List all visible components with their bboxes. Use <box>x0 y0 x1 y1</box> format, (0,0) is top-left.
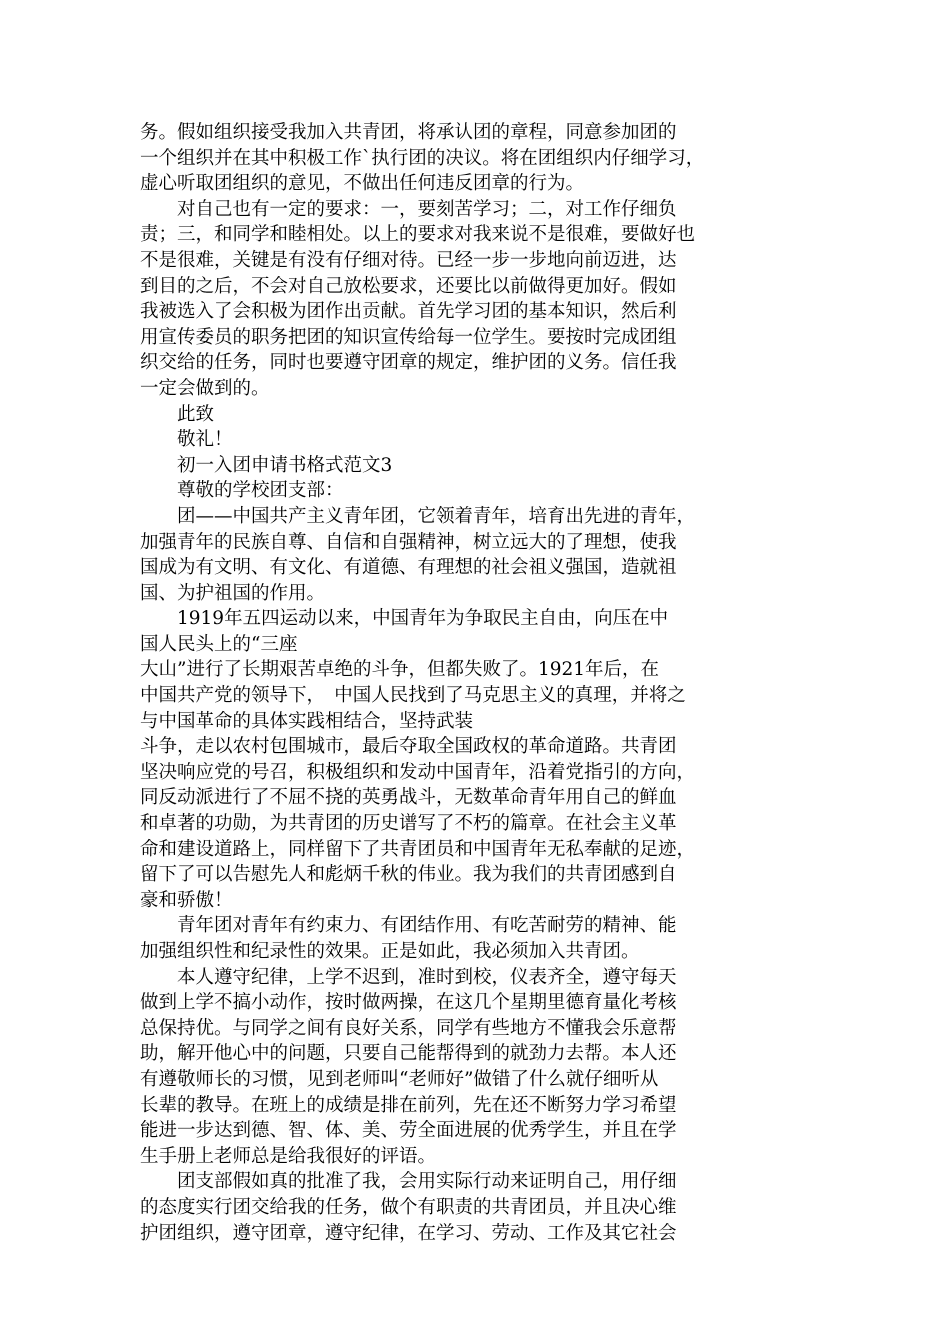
text-line: 对自己也有一定的要求：一，要刻苦学习；二，对工作仔细负 <box>140 198 677 220</box>
body-text <box>140 120 820 1246</box>
text-line: 用宣传委员的职务把团的知识宣传给每一位学生。要按时完成团组 <box>140 326 677 348</box>
text-line: 团——中国共产主义青年团，它领着青年，培育出先进的青年， <box>140 505 696 527</box>
text-line: 同反动派进行了不屈不挠的英勇战斗，无数革命青年用自己的鲜血 <box>140 787 677 809</box>
text-line: 青年团对青年有约束力、有团结作用、有吃苦耐劳的精神、能 <box>140 915 677 937</box>
text-line: 本人遵守纪律，上学不迟到，准时到校，仪表齐全，遵守每天 <box>140 966 677 988</box>
text-line: 加强组织性和纪录性的效果。正是如此，我必须加入共青团。 <box>140 941 640 962</box>
text-line: 命和建设道路上，同样留下了共青团员和中国青年无私奉献的足迹， <box>140 838 696 860</box>
text-line: 有遵敬师长的习惯，见到老师叫“老师好”做错了什么就仔细听从 <box>140 1068 659 1090</box>
text-line: 不是很难，关键是有没有仔细对待。已经一步一步地向前迈进，达 <box>140 249 677 271</box>
text-line: 一定会做到的。 <box>140 377 270 399</box>
text-line: 到目的之后，不会对自己放松要求，还要比以前做得更加好。假如 <box>140 275 677 297</box>
text-line: 大山”进行了长期艰苦卓绝的斗争，但都失败了。1921年后，在 <box>140 659 660 681</box>
text-line: 的态度实行团交给我的任务，做个有职责的共青团员，并且决心维 <box>140 1196 677 1218</box>
text-line: 中国共产党的领导下， 中国人民找到了马克思主义的真理，并将之 <box>140 685 686 707</box>
text-line: 团支部假如真的批准了我，会用实际行动来证明自己，用仔细 <box>140 1171 677 1193</box>
text-line: 责；三，和同学和睦相处。以上的要求对我来说不是很难，要做好也 <box>140 224 696 246</box>
text-line: 与中国革命的具体实践相结合，坚持武装 <box>140 710 474 732</box>
text-line: 此致 <box>140 403 215 425</box>
text-line: 我被选入了会积极为团作出贡献。首先学习团的基本知识，然后利 <box>140 301 677 323</box>
text-line: 和卓著的功勋，为共青团的历史谱写了不朽的篇章。在社会主义革 <box>140 813 677 835</box>
text-line: 国人民头上的“三座 <box>140 633 298 655</box>
text-line: 助，解开他心中的问题，只要自己能帮得到的就劲力去帮。本人还 <box>140 1043 677 1065</box>
text-line: 国、为护祖国的作用。 <box>140 582 326 604</box>
text-line: 1919年五四运动以来，中国青年为争取民主自由，向压在中 <box>140 608 669 630</box>
text-line: 斗争，走以农村包围城市，最后夺取全国政权的革命道路。共青团 <box>140 736 677 758</box>
text-line: 国成为有文明、有文化、有道德、有理想的社会祖义强国，造就祖 <box>140 557 677 579</box>
text-line: 留下了可以告慰先人和彪炳千秋的伟业。我为我们的共青团感到自 <box>140 864 677 886</box>
text-line: 生手册上老师总是给我很好的评语。 <box>140 1145 437 1167</box>
text-line: 坚决响应党的号召，积极组织和发动中国青年，沿着党指引的方向， <box>140 761 696 783</box>
text-line: 敬礼！ <box>140 429 233 451</box>
text-line: 护团组织，遵守团章，遵守纪律，在学习、劳动、工作及其它社会 <box>140 1222 677 1244</box>
text-line: 虚心听取团组织的意见，不做出任何违反团章的行为。 <box>140 173 585 195</box>
text-line: 一个组织并在其中积极工作`执行团的决议。将在团组织内仔细学习， <box>140 147 705 169</box>
text-line: 做到上学不搞小动作，按时做两操，在这几个星期里德育量化考核 <box>140 992 677 1014</box>
text-line: 织交给的任务，同时也要遵守团章的规定，维护团的义务。信任我 <box>140 352 677 374</box>
text-line: 尊敬的学校团支部： <box>140 480 344 502</box>
text-line: 豪和骄傲！ <box>140 889 233 911</box>
text-line: 务。假如组织接受我加入共青团，将承认团的章程，同意参加团的 <box>140 122 677 143</box>
text-line: 总保持优。与同学之间有良好关系，同学有些地方不懂我会乐意帮 <box>140 1017 677 1039</box>
text-line: 长辈的教导。在班上的成绩是排在前列，先在还不断努力学习希望 <box>140 1094 677 1116</box>
text-line: 能进一步达到德、智、体、美、劳全面进展的优秀学生，并且在学 <box>140 1120 677 1142</box>
text-line: 加强青年的民族自尊、自信和自强精神，树立远大的了理想，使我 <box>140 531 677 553</box>
text-line: 初一入团申请书格式范文3 <box>140 454 393 476</box>
